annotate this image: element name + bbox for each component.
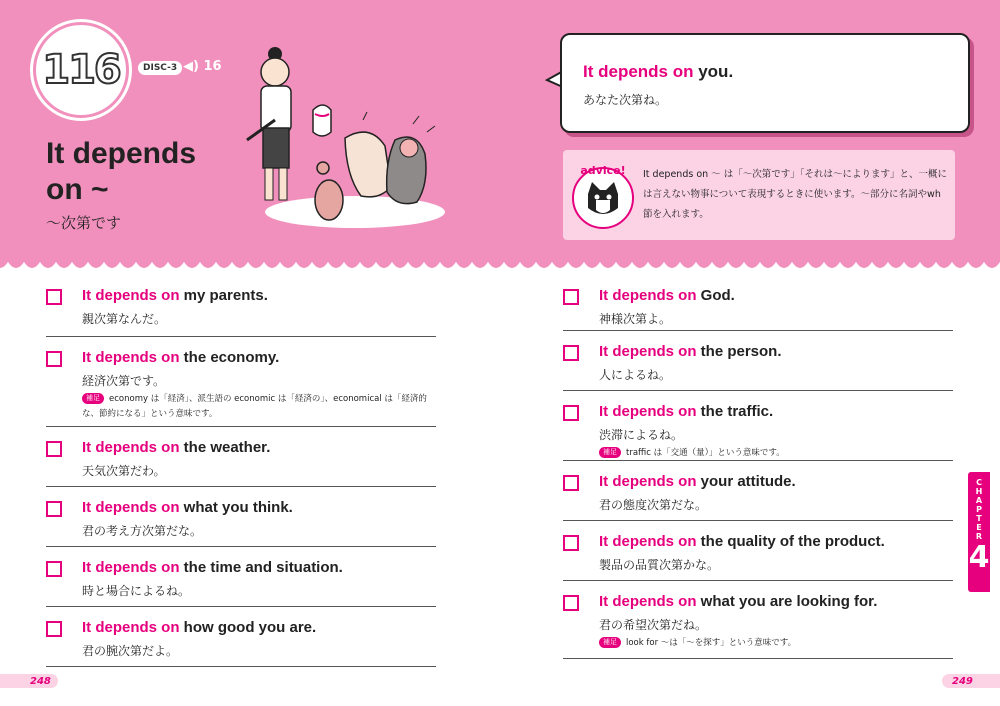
practice-checkbox[interactable] [46,621,62,637]
phrase-english: It depends on the economy. [82,349,280,366]
phrase-japanese: 神様次第よ。 [599,312,672,326]
bubble-sentence: It depends on you. [583,62,734,81]
phrase-note: 補足 economy は「経済」、派生語の economic は「経済の」、economical は「経済的な、節約になる」という意味です。 [82,394,427,419]
speech-bubble [560,33,970,133]
practice-checkbox[interactable] [46,501,62,517]
phrase-note: 補足 look for 〜は「〜を探す」という意味です。 [599,636,953,651]
phrase-item [46,283,436,337]
page-number-right: 249 [942,674,1000,688]
audio-track[interactable] [183,59,222,74]
phrase-note: 補足 traffic は「交通（量）」という意味です。 [599,446,953,461]
note-badge: 補足 [599,637,621,648]
lesson-number-badge [33,22,129,118]
advice-cat-icon [570,156,636,232]
phrase-item [46,495,436,547]
phrase-english: It depends on the traffic. [599,403,774,420]
practice-checkbox[interactable] [563,345,579,361]
phrase-item [563,399,953,461]
phrase-japanese: 天気次第だわ。 [82,464,166,478]
phrase-english: It depends on the time and situation. [82,559,343,576]
phrase-item [46,555,436,607]
phrase-list-left [46,283,436,667]
samurai-animals-illustration [245,40,445,230]
practice-checkbox[interactable] [563,405,579,421]
practice-checkbox[interactable] [46,561,62,577]
phrase-japanese: 君の態度次第だな。 [599,498,708,512]
page-title: It depends on ~ [46,137,197,206]
speaker-icon: ◀) [183,59,199,74]
page-number-left: 248 [0,674,58,688]
practice-checkbox[interactable] [46,289,62,305]
phrase-item [46,435,436,487]
lesson-number: 116 [42,47,120,93]
phrase-item [563,469,953,521]
phrase-japanese: 君の腕次第だよ。 [82,644,179,658]
practice-checkbox[interactable] [563,289,579,305]
phrase-english: It depends on what you are looking for. [599,593,878,610]
phrase-japanese: 渋滞によるね。 [599,428,684,442]
phrase-english: It depends on the weather. [82,439,271,456]
phrase-item [46,615,436,667]
disc-label: DISC-3 [138,61,182,75]
phrase-item [563,283,953,331]
page-subtitle: 〜次第です [46,214,122,232]
phrase-english: It depends on my parents. [82,287,268,304]
phrase-japanese: 君の希望次第だね。 [599,618,708,632]
track-number: 16 [203,59,222,74]
phrase-item [46,345,436,427]
phrase-japanese: 製品の品質次第かな。 [599,558,720,572]
phrase-english: It depends on God. [599,287,735,304]
phrase-english: It depends on how good you are. [82,619,317,636]
phrase-japanese: 君の考え方次第だな。 [82,524,203,538]
note-badge: 補足 [599,447,621,458]
chapter-number: 4 [968,540,990,575]
phrase-item [563,589,953,659]
note-badge: 補足 [82,393,104,404]
phrase-japanese: 時と場合によるね。 [82,584,191,598]
practice-checkbox[interactable] [46,441,62,457]
chapter-label: CHAPTER [975,478,983,541]
practice-checkbox[interactable] [563,475,579,491]
phrase-item [563,529,953,581]
chapter-tab[interactable] [968,472,990,592]
phrase-japanese: 親次第なんだ。 [82,312,167,326]
phrase-list-right [563,283,953,659]
practice-checkbox[interactable] [46,351,62,367]
phrase-item [563,339,953,391]
phrase-english: It depends on your attitude. [599,473,796,490]
advice-text: It depends on 〜 は「〜次第です」「それは〜によります」と、一概には言えない物事について表現するときに使います。〜部分に名詞やwh節を入れます。 [643,169,947,220]
phrase-japanese: 経済次第です。 [82,374,166,388]
practice-checkbox[interactable] [563,535,579,551]
phrase-english: It depends on the person. [599,343,782,360]
advice-label: advice! [580,164,626,177]
phrase-english: It depends on the quality of the product. [599,533,885,550]
phrase-japanese: 人によるね。 [599,368,672,382]
wave-divider [0,250,1000,274]
practice-checkbox[interactable] [563,595,579,611]
phrase-english: It depends on what you think. [82,499,293,516]
bubble-translation: あなた次第ね。 [583,93,668,107]
